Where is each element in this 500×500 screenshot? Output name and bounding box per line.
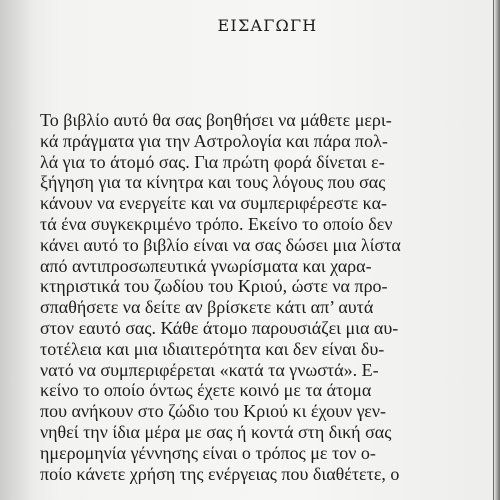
text-line: νηθεί την ίδια μέρα με σας ή κοντά στη δική σας xyxy=(40,421,392,442)
text-line: νατό να συμπεριφέρεται «κατά τα γνωστά». Ε- xyxy=(40,359,379,380)
book-page xyxy=(40,0,495,500)
text-line: κάνουν να ενεργείτε και να συμπεριφέρεστε κα- xyxy=(40,193,387,214)
text-line: ημερομηνία γέννησης είναι ο τρόπος με τον ο- xyxy=(40,442,376,463)
body-text xyxy=(40,110,495,484)
text-line: τά ένα συγκεκριμένο τρόπο. Εκείνο το οποίο δεν xyxy=(40,213,393,234)
text-line: που ανήκουν στο ζώδιο του Κριού κι έχουν γεν- xyxy=(40,401,386,422)
text-line: ποίο κάνετε χρήση της ενέργειας που διαθέτετε, ο xyxy=(40,463,400,484)
text-line: κά πράγματα για την Αστρολογία και πάρα πολ- xyxy=(40,130,388,151)
text-line: από αντιπροσωπευτικά γνωρίσματα και χαρα- xyxy=(40,255,372,276)
page-gutter-shadow xyxy=(0,0,34,500)
text-line: κάνει αυτό το βιβλίο είναι να σας δώσει μια λίστα xyxy=(40,234,401,255)
text-line: λά για το άτομό σας. Για πρώτη φορά δίνεται ε- xyxy=(40,151,385,172)
text-line: Το βιβλίο αυτό θα σας βοηθήσει να μάθετε μερι- xyxy=(40,110,392,130)
chapter-title: ΕΙΣΑΓΩΓΗ xyxy=(217,16,318,35)
text-line: ξήγηση για τα κίνητρα και τους λόγους που σας xyxy=(40,172,386,193)
text-line: σπαθήσετε να δείτε αν βρίσκετε κάτι απ’ αυτά xyxy=(40,297,374,318)
text-line: κείνο το οποίο όντως έχετε κοινό με τα άτομα xyxy=(40,380,372,401)
text-line: στον εαυτό σας. Κάθε άτομο παρουσιάζει μια αυ- xyxy=(40,317,399,338)
text-line: τοτέλεια και μια ιδιαιτερότητα και δεν είναι δυ- xyxy=(40,338,385,359)
text-line: κτηριστικά του ζωδίου του Κριού, ώστε να προ- xyxy=(40,276,388,297)
